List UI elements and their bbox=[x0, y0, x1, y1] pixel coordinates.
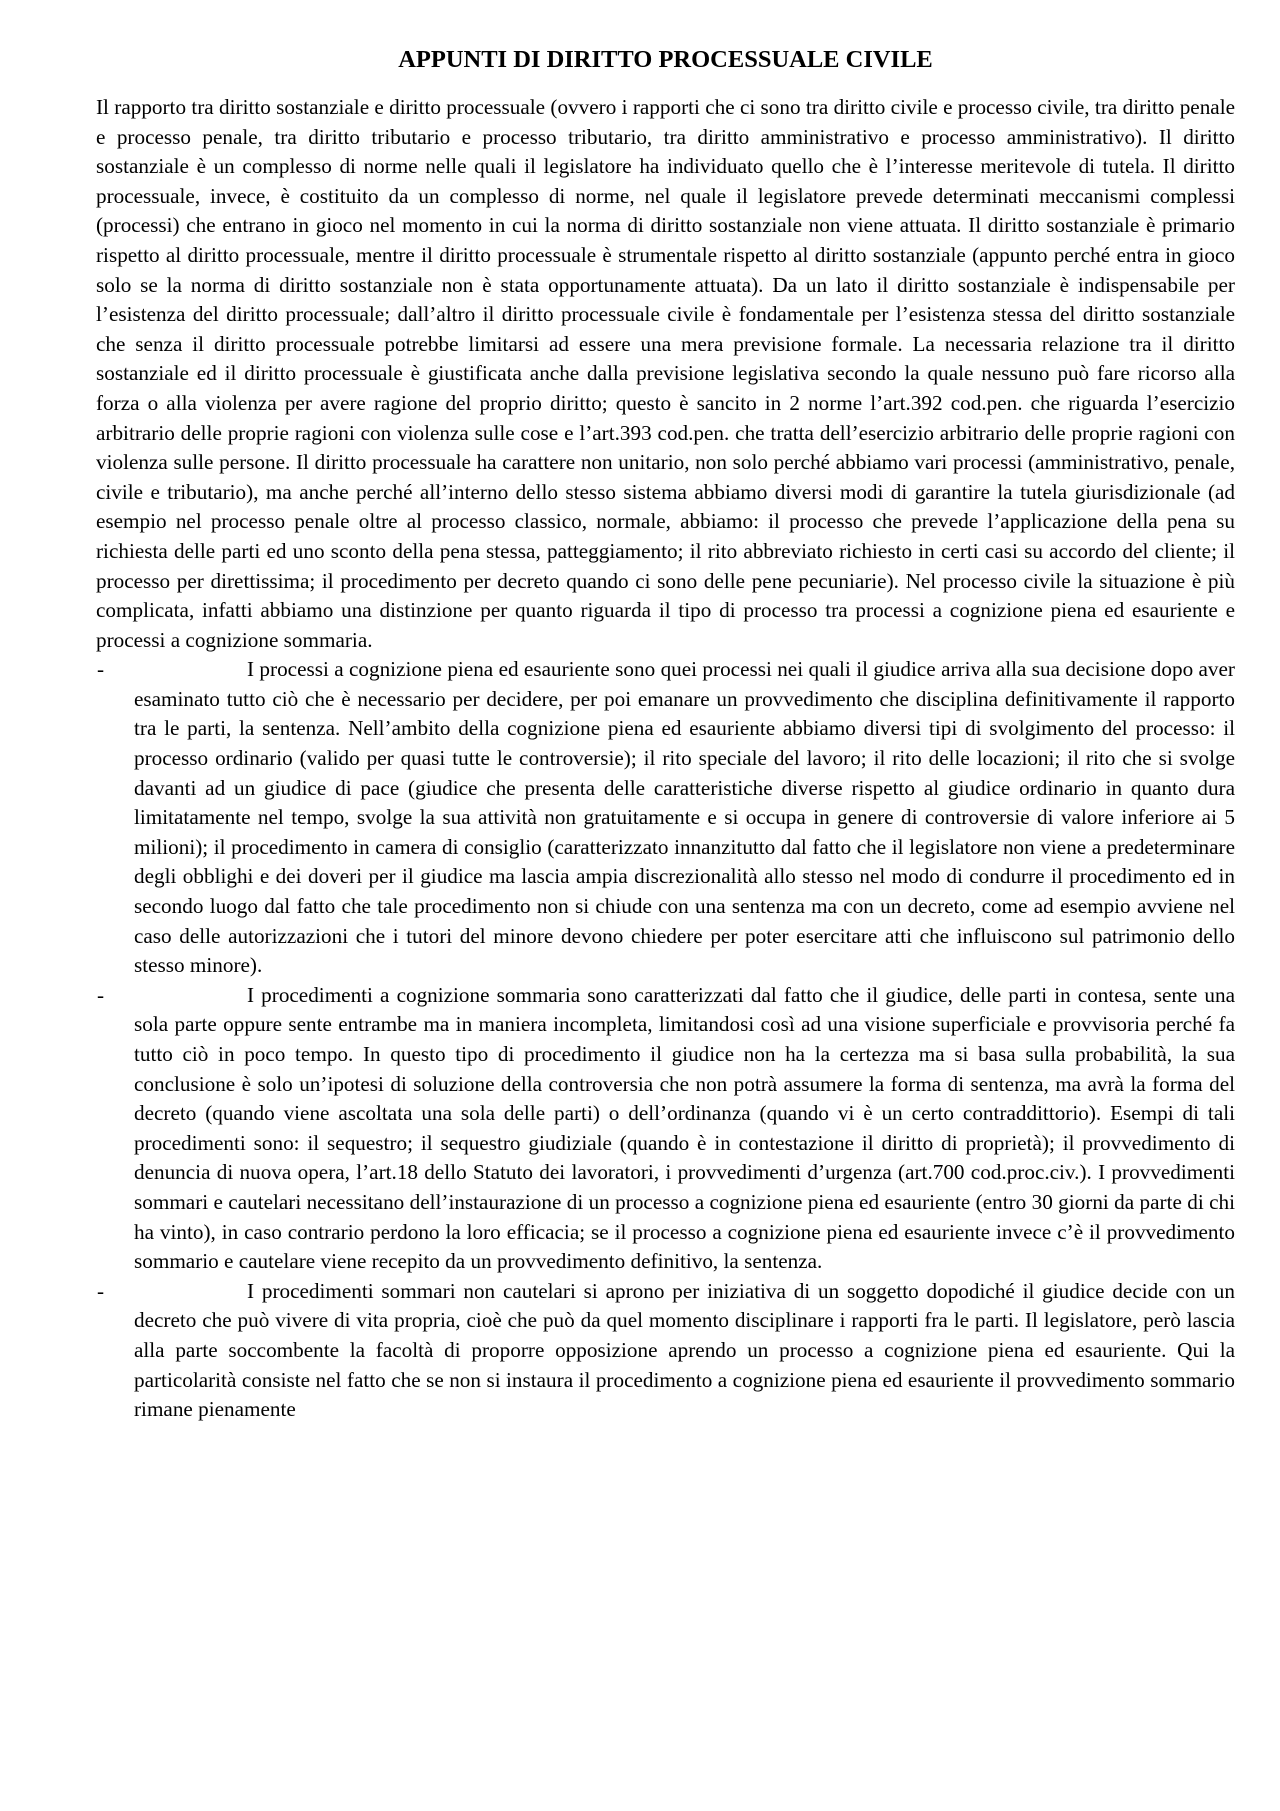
bullet-dash: - bbox=[97, 1278, 105, 1303]
page-title: APPUNTI DI DIRITTO PROCESSUALE CIVILE bbox=[398, 46, 933, 73]
list-item-text: I procedimenti sommari non cautelari si aprono per iniziativa di un soggetto dopodiché il giudice decide con un decreto che può vivere di vita propria, cioè che può da quel momento disciplinare i rapporti fra le parti. Il legislatore, però lascia alla parte soccombente la facoltà di proporre opposizione aprendo un processo a cognizione piena ed esauriente. Qui la particolarità consiste nel fatto che se non si instaura il procedimento a cognizione piena ed esauriente il provvedimento sommario rimane pienamente bbox=[134, 1278, 1235, 1422]
bullet-dash: - bbox=[97, 657, 105, 682]
bullet-dash: - bbox=[97, 982, 105, 1007]
list-item-text: I procedimenti a cognizione sommaria sono caratterizzati dal fatto che il giudice, delle parti in contesa, sente una sola parte oppure sente entrambe ma in maniera incompleta, limitandosi così ad una visione superficiale e provvisoria perché fa tutto ciò in poco tempo. In questo tipo di procedimento il giudice non ha la certezza ma si basa sulla probabilità, la sua conclusione è solo un’ipotesi di soluzione della controversia che non potrà assumere la forma di sentenza, ma avrà la forma del decreto (quando viene ascoltata una sola delle parti) o dell’ordinanza (quando vi è un certo contraddittorio). Esempi di tali procedimenti sono: il sequestro; il sequestro giudiziale (quando è in contestazione il diritto di proprietà); il provvedimento di denuncia di nuova opera, l’art.18 dello Statuto dei lavoratori, i provvedimenti d’urgenza (art.700 cod.proc.civ.). I provvedimenti sommari e cautelari necessitano dell’instaurazione di un processo a cognizione piena ed esauriente (entro 30 giorni da parte di chi ha vinto), in caso contrario perdono la loro efficacia; se il processo a cognizione piena ed esauriente invece c’è il provvedimento sommario e cautelare viene recepito da un provvedimento definitivo, la sentenza. bbox=[134, 982, 1235, 1274]
list-item bbox=[96, 981, 1235, 1277]
list-item bbox=[96, 655, 1235, 981]
document-page bbox=[96, 40, 1235, 1425]
list-item-text: I processi a cognizione piena ed esauriente sono quei processi nei quali il giudice arriva alla sua decisione dopo aver esaminato tutto ciò che è necessario per decidere, per poi emanare un provvedimento che disciplina definitivamente il rapporto tra le parti, la sentenza. Nell’ambito della cognizione piena ed esauriente abbiamo diversi tipi di svolgimento del processo: il processo ordinario (valido per quasi tutte le controversie); il rito speciale del lavoro; il rito delle locazioni; il rito che si svolge davanti ad un giudice di pace (giudice che presenta delle caratteristiche diverse rispetto al giudice ordinario in quanto dura limitatamente nel tempo, svolge la sua attività non gratuitamente e si occupa in genere di controversie di valore inferiore ai 5 milioni); il procedimento in camera di consiglio (caratterizzato innanzitutto dal fatto che il legislatore non viene a predeterminare degli obblighi e dei doveri per il giudice ma lascia ampia discrezionalità allo stesso nel modo di condurre il procedimento ed in secondo luogo dal fatto che tale procedimento non si chiude con una sentenza ma con un decreto, come ad esempio avviene nel caso delle autorizzazioni che i tutori del minore devono chiedere per poter esercitare atti che influiscono sul patrimonio dello stesso minore). bbox=[134, 657, 1235, 978]
list-item bbox=[96, 1277, 1235, 1425]
bullet-list bbox=[96, 655, 1235, 1424]
intro-paragraph: Il rapporto tra diritto sostanziale e diritto processuale (ovvero i rapporti che ci sono tra diritto civile e processo civile, tra diritto penale e processo penale, tra diritto tributario e processo tributario, tra diritto amministrativo e processo amministrativo). Il diritto sostanziale è un complesso di norme nelle quali il legislatore ha individuato quello che è l’interesse meritevole di tutela. Il diritto processuale, invece, è costituito da un complesso di norme, nel quale il legislatore prevede determinati meccanismi complessi (processi) che entrano in gioco nel momento in cui la norma di diritto sostanziale non viene attuata. Il diritto sostanziale è primario rispetto al diritto processuale, mentre il diritto processuale è strumentale rispetto al diritto sostanziale (appunto perché entra in gioco solo se la norma di diritto sostanziale non è stata opportunamente attuata). Da un lato il diritto sostanziale è indispensabile per l’esistenza del diritto processuale; dall’altro il diritto processuale civile è fondamentale per l’esistenza stessa del diritto sostanziale che senza il diritto processuale potrebbe limitarsi ad essere una mera previsione formale. La necessaria relazione tra il diritto sostanziale ed il diritto processuale è giustificata anche dalla previsione legislativa secondo la quale nessuno può fare ricorso alla forza o alla violenza per avere ragione del proprio diritto; questo è sancito in 2 norme l’art.392 cod.pen. che riguarda l’esercizio arbitrario delle proprie ragioni con violenza sulle cose e l’art.393 cod.pen. che tratta dell’esercizio arbitrario delle proprie ragioni con violenza sulle persone. Il diritto processuale ha carattere non unitario, non solo perché abbiamo vari processi (amministrativo, penale, civile e tributario), ma anche perché all’interno dello stesso sistema abbiamo diversi modi di garantire la tutela giurisdizionale (ad esempio nel processo penale oltre al processo classico, normale, abbiamo: il processo che prevede l’applicazione della pena su richiesta delle parti ed uno sconto della pena stessa, patteggiamento; il rito abbreviato richiesto in certi casi su accordo del cliente; il processo per direttissima; il procedimento per decreto quando ci sono delle pene pecuniarie). Nel processo civile la situazione è più complicata, infatti abbiamo una distinzione per quanto riguarda il tipo di processo tra processi a cognizione piena ed esauriente e processi a cognizione sommaria. bbox=[96, 95, 1235, 652]
